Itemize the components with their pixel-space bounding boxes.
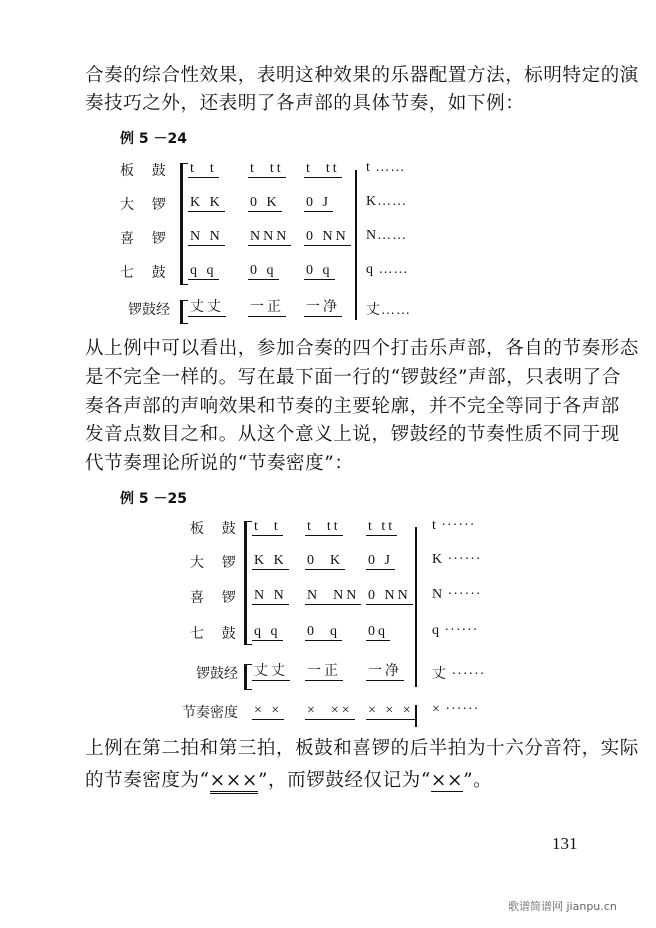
continuation: 丈 ······: [432, 667, 486, 682]
beat-cell: 丈丈: [190, 300, 224, 315]
text-line: 奏各声部的声响效果和节奏的主要轮廓，并不完全等同于各声部: [85, 396, 620, 417]
beat-cell: K K: [190, 195, 223, 210]
instrument-label: 喜 锣: [190, 590, 236, 606]
beat-cell: 一正: [250, 300, 284, 315]
group-bracket: [180, 163, 188, 285]
continuation: N ······: [432, 587, 482, 602]
text-line: 发音点数目之和。从这个意义上说，锣鼓经的节奏性质不同于现: [85, 424, 620, 445]
beat-cell: 0 NN: [368, 588, 411, 603]
instrument-label: 板 鼓: [120, 163, 166, 179]
beat-cell: N NN: [307, 588, 360, 603]
instrument-label: 节奏密度: [182, 705, 238, 721]
example-label: 例 5 －24: [120, 131, 187, 147]
beat-cell: 0 q: [306, 263, 333, 278]
group-bracket: [244, 521, 252, 645]
continuation: × ······: [432, 702, 480, 717]
beat-cell: N N: [254, 588, 287, 603]
text-line: 上例在第二拍和第三拍，板鼓和喜锣的后半拍为十六分音符，实际: [85, 738, 639, 759]
beat-cell: 0 q: [307, 624, 340, 639]
text-line: 合奏的综合性效果，表明这种效果的乐器配置方法，标明特定的演: [85, 65, 639, 86]
text: ”，而锣鼓经仅记为“: [257, 770, 431, 791]
density-notation: ×××: [210, 770, 258, 794]
continuation: t ······: [432, 518, 476, 533]
beat-cell: t t: [190, 161, 217, 176]
continuation: q ······: [432, 623, 479, 638]
beat-cell: 丈丈: [254, 664, 288, 679]
beat-cell: q q: [254, 624, 281, 639]
beat-cell: × ×: [254, 703, 283, 718]
beat-cell: × × ×: [368, 703, 414, 718]
beat-cell: 0 K: [307, 553, 344, 568]
text-line: 从上例中可以看出，参加合奏的四个打击乐声部，各自的节奏形态: [85, 338, 639, 359]
page-number: 131: [552, 834, 578, 853]
instrument-label: 锣鼓经: [196, 666, 238, 682]
beat-cell: t tt: [250, 161, 284, 176]
example-label: 例 5 －25: [120, 491, 187, 507]
beat-cell: 一正: [307, 664, 341, 679]
beat-cell: t tt: [368, 519, 396, 534]
continuation: K ······: [432, 552, 482, 567]
bar-line: [415, 527, 417, 687]
text-line: 代节奏理论所说的“节奏密度”：: [85, 453, 354, 474]
beat-cell: t t: [254, 519, 281, 534]
instrument-label: 大 锣: [190, 555, 236, 571]
bar-line: [355, 170, 357, 320]
text-line: 是不完全一样的。写在最下面一行的“锣鼓经”声部，只表明了合: [85, 367, 621, 388]
instrument-label: 板 鼓: [190, 521, 236, 537]
watermark: 歌谱简谱网 jianpu.cn: [508, 900, 617, 913]
continuation: t ……: [366, 160, 406, 175]
continuation: N……: [366, 228, 408, 243]
beat-cell: N N: [190, 229, 223, 244]
text-line: [85, 766, 595, 795]
density-notation: ××: [430, 770, 464, 791]
instrument-label: 大 锣: [120, 197, 166, 213]
beat-cell: 0 q: [250, 263, 277, 278]
instrument-label: 喜 锣: [120, 231, 166, 247]
group-bracket: [244, 664, 252, 690]
beat-cell: 0 NN: [306, 229, 349, 244]
beat-cell: t tt: [306, 161, 340, 176]
text: 的节奏密度为“: [85, 770, 210, 791]
beat-cell: 0 J: [368, 553, 393, 568]
instrument-label: 七 鼓: [120, 265, 166, 281]
text: ”。: [463, 770, 493, 791]
beat-cell: 一净: [306, 300, 340, 315]
beat-cell: K K: [254, 553, 287, 568]
beat-cell: NNN: [250, 229, 290, 244]
beat-cell: 0 J: [306, 195, 331, 210]
continuation: K……: [366, 194, 408, 209]
beat-cell: × ××: [307, 703, 353, 718]
beat-cell: 0q: [368, 624, 388, 639]
instrument-label: 七 鼓: [190, 626, 236, 642]
text-line: 奏技巧之外，还表明了各声部的具体节奏，如下例：: [85, 93, 525, 114]
continuation: 丈……: [366, 303, 411, 318]
beat-cell: t tt: [307, 519, 341, 534]
instrument-label: 锣鼓经: [128, 302, 170, 318]
group-bracket: [180, 300, 188, 324]
continuation: q ……: [366, 262, 409, 277]
beat-cell: q q: [190, 263, 217, 278]
bar-line: [415, 705, 417, 727]
beat-cell: 一净: [368, 664, 402, 679]
beat-cell: 0 K: [250, 195, 280, 210]
